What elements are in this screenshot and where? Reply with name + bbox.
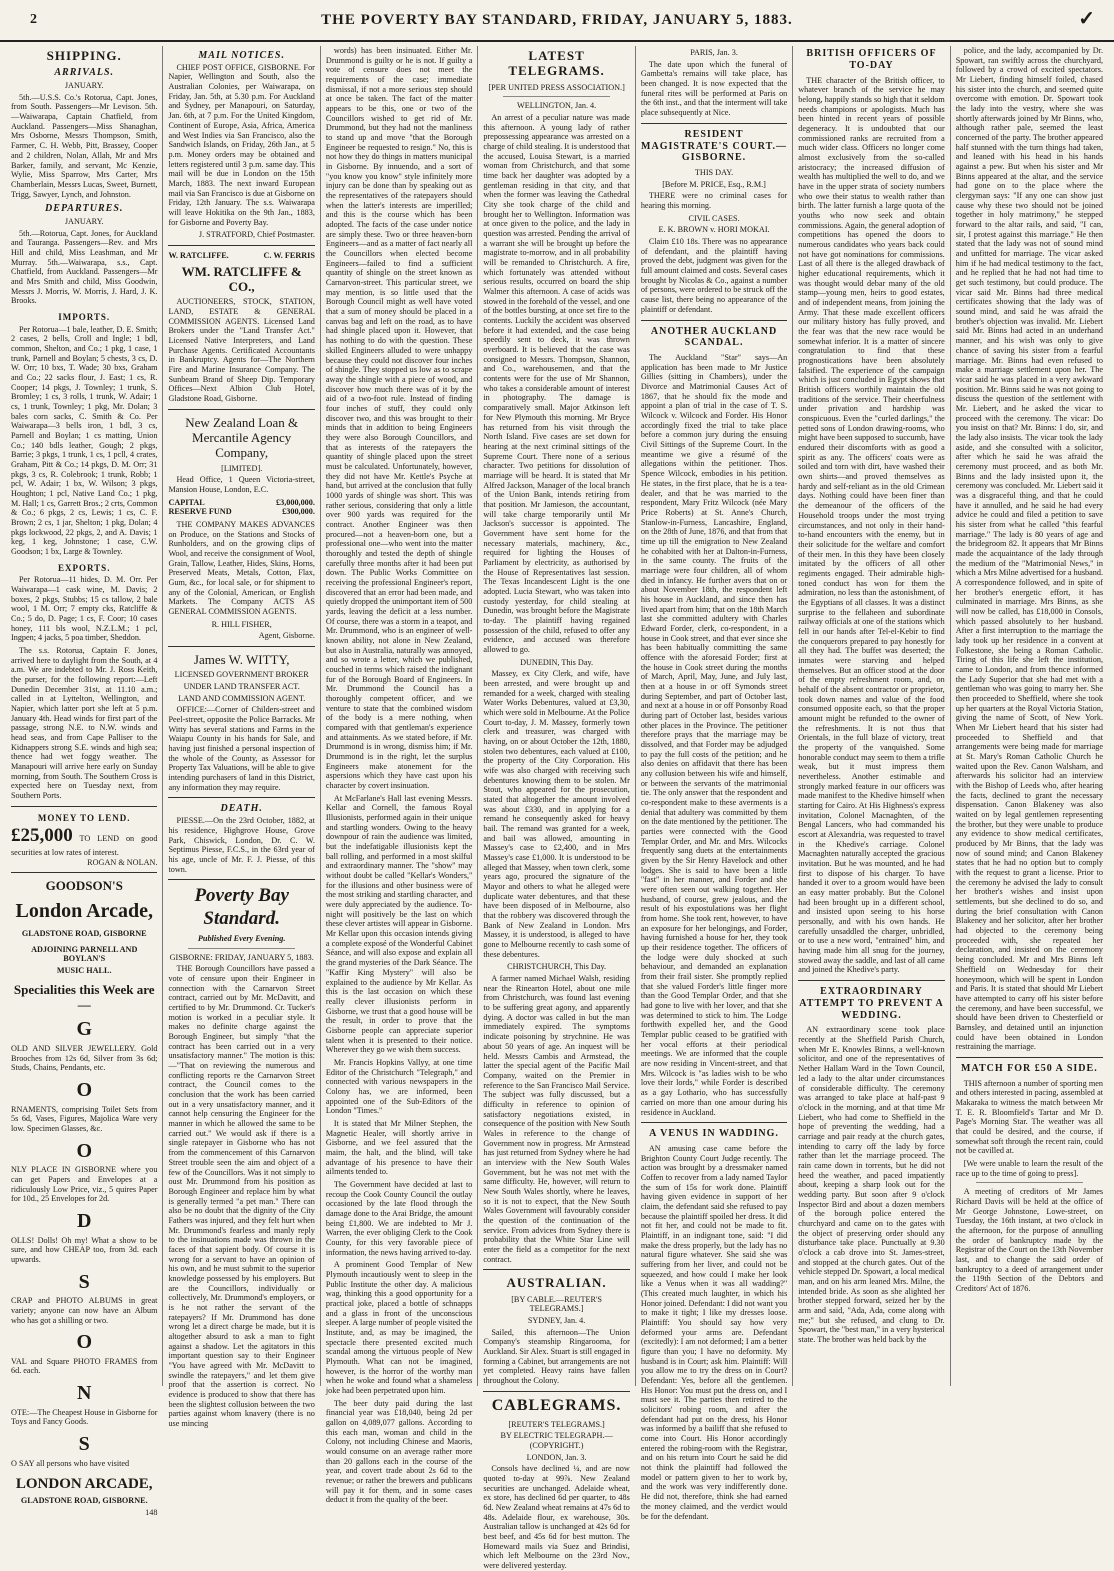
nz-text: THE COMPANY MAKES ADVANCES on Produce, on the Stations and Stocks of Runholders, and on the growing clips of Wool, and receive the consignment of Wool, Grain, Tallow, Leather, Hides, Skins, Horns, Preserved Meats, Metals, Cotton, Flax, Gum, &c., for local sale, or for shipment to any of the Colonial, American, or English Markets. The Company ACTS AS GENERAL COMMISSION AGENTS. — [168, 519, 315, 616]
christchurch-text: A farmer named Michael Walsh, residing near the Rinearton Hotel, about one mile from Christchurch, was found last evening to be suffering great agony, and apparently dying. A doctor was called in but the man immediately expired. The symptoms indicate poisoning by strychnine. He was about 50 years of age. An inquest will be held. Messrs Cambis and Armstead, the latter the special agent of the Pacific Mail Company, waited on the Premier in reference to the San Francisco Mail Service. The subject was fully discussed, but a difficulty in reference to opinion of satisfactory negotiations existed, in consequence of the position with New South Wales in reference to the change of Government now in progress. Mr Armstead has just returned from Sydney where he had an interview with the New South Wales Government, but he was not met with the same difficulty. He, however, will return to New South Wales shortly, where he leaves, so it is not to expect, that the New South Wales Government will favourably consider the question of the continuation of the service. From advices from Sydney there is probability that the White Star Line will enter the field as a competitor for the next contract. — [483, 974, 630, 1264]
press-association: [PER UNITED PRESS ASSOCIATION.] — [488, 82, 625, 92]
money-text: TO LEND on good securities at low rates of interest. — [11, 834, 158, 857]
officers-text: THE character of the British officer, to whatever branch of the service he may belong, happily stands so high that it seldom needs champions or apologists. Much has been hinted in recent years of possible degeneracy. It is undoubted that our commissioned ranks are recruited from a much wider class. Officers no longer come almost exclusively from the so-called aristocracy; the increased diffusion of wealth has multiplied the well to do, and we have in the upper strata of society numbers who owe their status to wealth rather than birth. The latter furnish a large quota of the youths who now seek and obtain commissions. Again, the general adoption of competitions has opened the doors to numerous candidates who years back could not have got nominations for commissions. Last of all there is the alleged drawback of higher educational requirements, which it was thought would debar many of the old stamp—young men, heirs to good estates, and of independent means, from joining the Army. That these made excellent officers our military history has fully proved, and the fear was that the new race would be somewhat inferior. It is a matter of sincere congratulation to find that these prognostications have been absolutely falsified. The experience of the campaign which is just concluded in Egypt shows that British officers worthily maintain the old traditions of the service. Their cheerfulness under privation and hardship was conspicuous. Even the "curled darlings," the petted sons of London drawing-rooms, who might have been supposed to succumb, have endured their discomforts with as good a spirit as any. The officers' coats were as soiled and torn with dirt, have washed their own shirts—and proved themselves as hardy and self-reliant as in the old Crimean days. Nothing could have been finer than the demeanour of the officers of the Household troops under the most trying circumstances, and not only in their hand-to-hand encounters with the enemy, but in their solicitude for the welfare and comfort of their men. In this they have been closely imitated by the officers of all other regiments engaged. Their admirable high-toned conduct has won for them the admiration, no less than the astonishment, of the Egyptians of all classes. It was a distinct surprise to the fellaheen and subordinate railway officials at one of the stations which fell in our hands after Tel-el-Kebir to find the conquerors prepared to pay honestly for all they had. The buffet was deserted; the inmates were starving and helped themselves. But an officer stood at the door of the empty refreshment room, and, on behalf of the absent contractor or proprietor, took down names and value of the food consumed opposite each, so that the proper amount might be refunded to the owner of the refreshments. It is not thus that Orientals, in the full blaze of victory, treat the property of the vanquished. Some honorable conduct may seem to them a trifle weak, but it must impress them nevertheless. Another estimable and strongly marked feature in our officers was made manifest to the Khedive himself when starting for Cairo. At His Highness's express invitation, Colonel Macnaghten, of the Bengal Lancers, who had commanded his escort at Alexandria, was requested to travel in the Khedive's carriage. Colonel Macnaghten naturally accepted the gracious invitation. But he was mounted, and he had first to dispose of his charger. To have handed it over to a groom would have been an easy matter probably. But the Colonel had been brought up in a different school, and insisted upon seeing to his horse personally, and with his own hands. He carefully unsaddled the charger, unbridled, or to use a new word, "entrained" him, and having made him all snug for the journey, stowed away the saddle, and last of all came and joined the Khedive's party. — [798, 75, 945, 975]
specialities-heading: Specialities this Week are— — [13, 981, 155, 1013]
adjoining-text: ADJOINING PARNELL AND BOYLAN'S — [31, 944, 138, 964]
shipping-heading: SHIPPING. — [46, 48, 122, 63]
sydney-heading: SYDNEY, Jan. 4. — [527, 1315, 586, 1325]
witty-line-1: LICENSED GOVERNMENT BROKER — [174, 670, 309, 680]
imports-text: Per Rotorua—1 bale, leather, D. E. Smith; 2 cases, 2 bells, Croll and Ingle; 1 bdl, common, Shelton, and Co.; 1 pkg, 1 case, 1 trunk, Parnell and Boylan; 5 chests, 3 cs, D. W. Orr; 10 bxs, T. Wade; 30 bxs, Graham and Co.; 22 sacks flour, J. East; 1 cs, R. Cooper; 14 pkgs, J. Townley; 1 trunk, S. Bromley; 1 cs, 3 rolls, 1 trunk, W. Adair; 1 cs, 1 trunk, Townley; 1 pkg, Mr. Dolan; 3 bales corn sacks, C. Smith & Co. Per Waiwarapa—3 bells iron, 1 bdl, 3 cs, Parnell and Boylan; 1 cs matting, Union Co.; 140 bdls leather, Gough; 2 pkgs, Barrie; 3 pkgs, 1 trunk, 1 cs, 1 pcll, 4 crates, Graham, Pitt & Co.; 14 pkgs, D. M. Orr; 31 pkgs, 3 cs, R. Colebrook; 1 trunk, Robb; 1 pcl, W. Adair; 1 bx, W. Wilson; 3 pkgs, Houghton; 1 pcl, Native Land Co.; 1 pkg, M. Hall; 1 cs, Garrett Bros.; 2 crts, Common & Co.; 6 pkgs, 2 cs, Lewis; 1 cs, C. F. Brown; 2 cs, 1 jar, Shelton; 1 pkg, Dolan; 4 pkgs lockwood, 22 pkgs, 2, and A. Davis; 1 keg, 1 keg, Johnstone; 1 case, C.W. Goodson; 1 bx, Large & Townley. — [11, 324, 158, 557]
pen-mark-icon: ✓ — [1078, 8, 1096, 30]
paris-heading: PARIS, Jan. 3. — [690, 48, 738, 57]
match-text: THIS afternoon a number of sporting men and others interested in pacing, assembled at Makaraka to witness the match between Mr T. E. R. Bloomfield's Tartar and Mr D. Page's Morning Star. The weather was all that could be desired, and the course, if somewhat soft through the recent rain, could not be cavilled at. — [955, 1078, 1104, 1156]
cablegrams-sub: [REUTER'S TELEGRAMS.] — [508, 1419, 605, 1429]
divider — [11, 806, 157, 807]
column-7 — [951, 46, 1108, 1386]
nz-limited: [LIMITED]. — [221, 463, 263, 473]
good-templar-text: A prominent Good Templar of New Plymouth incautiously went to sleep in the Public Institute the other day. A malicious wag, thinking this a good opportunity for a practical joke, placed a bottle of schnapps and a glass in front of the unconscious sleeper. A large number of people visited the Institute, and, as may be imagined, the spectacle there presented excited much scandal among the virtuous people of New Plymouth. What can not be imagined, however, is the horror of the worthy man when he woke and found what a shameless joke had been perpetrated upon him. — [325, 1260, 473, 1396]
witty-line-2: UNDER LAND TRANSFER ACT. — [183, 682, 300, 692]
nz-signature-role: Agent, Gisborne. — [258, 631, 315, 641]
page-number: 2 — [30, 12, 38, 27]
nz-capital-label: CAPITAL — [168, 497, 205, 507]
witty-name: James W. WITTY, — [193, 652, 290, 668]
masthead-title: THE POVERTY BAY STANDARD, FRIDAY, JANUARY 5, 1883. — [321, 11, 793, 28]
card-text: VAL and Square PHOTO FRAMES from 6d. each. — [11, 1356, 158, 1376]
scandal-heading: ANOTHER AUCKLAND SCANDAL. — [650, 325, 778, 349]
column-5 — [636, 46, 793, 1521]
nz-heading: New Zealand Loan & Mercantile Agency Company, — [185, 414, 299, 461]
venus-heading: A VENUS IN WADDING. — [649, 1128, 779, 1140]
sydney-text: Sailed, this afternoon—The Union Company's steamship Ringarooma, for Auckland. Sir Alex. Stuart is still engaged in forming a Cabinet, but arrangements are not yet completed. Heavy rains have fallen throughout the Colony. — [483, 1327, 630, 1385]
nz-capital: £3,000,000. — [276, 497, 315, 507]
wellington-text: An arrest of a peculiar nature was made this afternoon. A young lady of rather prepossessing appearance was arrested on a charge of child stealing. It is understood that the accused, Louisa Stewart, is a married woman from Christchurch, and that some time back her daughter was adopted by a gentleman residing in that city, and that when the former was leaving the Cathedral City she took charge of the child and brought her to Wellington. Information was at once given to the police, and the lady in question was arrested. Pending the arrival of a warrant she will be brought up before the magistrate to-morrow, and in all probability will be remanded to Christchurch. A fire, which fortunately was attended without serious results, occurred on board the ship Walmer this afternoon. A case of acids was stowed in the forehold of the vessel, and one of the bottles bursting, at once set fire to the contents. Luckily the accident was observed before it had extended, and the case being speedily sent to deck, it was thrown overboard. It is believed that the case was consigned to Messrs. Thompson, Shannon, and Co., warehousemen, and that the contents were for the use of Mr Shannon, who takes a considerable amount of interest in photography. The damage is comparatively small. Major Atkinson left for New Plymouth this morning. Mr Bryce has returned from his visit through the North Island. Five cases are set down for hearing at the next criminal sittings of the Supreme Court. There none of a serious character. Two petitions for dissolution of marriage will be heard. It is stated that Mr Alfred Jackson, Manager of the local branch of the Union Bank, intends retiring from that position. Mr Jamieson, the accountant, will take charge temporarily until Mr Jackson's successor is appointed. The Government have sent home for the necessary materials, machinery, &c., required for lighting the Houses of Parliament by electricity, as authorised by the House of Representatives last session. The Texas Incandescent Light is the one adopted. Lucia Stewart, who was taken into custody yesterday, for child stealing at Dunedin, was brought before the Magistrate to-day. The plaintiff having regained possession of the child, refused to offer any evidence, and accused was therefore allowed to go. — [483, 113, 630, 654]
divider — [168, 879, 314, 880]
divider — [798, 980, 944, 981]
london-heading: LONDON, Jan. 3. — [526, 1452, 587, 1462]
dunedin-text: Massey, ex City Clerk, and wife, have been arrested, and were brought up and remanded for a week, charged with stealing Water Works Debentures, valued at £3,30, which were sold in Melbourne. At the Police Court to-day, J. M. Massey, formerly town clerk and treasurer, was charged with having, on or about October the 12th, 1880, stolen two debentures, each valued at £100, the property of the City Corporation. His wife was also charged with receiving such debentures knowing them to be stolen. Mr Stout, who appeared for the prosecution, stated that altogether the amount involved was about £330, and in applying for a remand he consequently asked for heavy bail. The remand was granted for a week, and bail was allowed, amounting in Massey's case to £2,400, and in Mrs Massey's case £1,000. It is understood to be alleged that Massey, when town clerk, some years ago, procured the signature of the Mayor and others to what he alleged were duplicate water debentures, and that these have been disposed of in Melbourne, also that the robbery was discovered through the Bank of New Zealand in London. Mrs Massey, it is understood, is alleged to have gone to Melbourne recently to cash some of these debentures. — [483, 669, 630, 959]
kellar-text: At McFarlane's Hall last evening Messrs. Kellar and Cornell, the famous Royal Illusionists, performed again in their unique and startling wonders. Owing to the heavy downpour of rain the audience was limited, but the indefatigable illusionists kept the ball rolling, and performed in a most skilful and extraordinary manner. The "show" may without doubt be called "Kellar's Wonders," for the illusions and other business were of the most striking and startling character, and were duly appreciated by the audience. To-night will positively be the last on which these clever artistes will appear in Gisborne. Mr Kellar upon this occasion intends giving a complete exposé of the Wonderful Cabinet Séance, and will also expose and explain all the grand mysteries of the Dark Séance. The "Kaffir King Mystery" will also be explained to the audience by Mr Kellar. As this is the last occasion on which these really clever illusionists perform in Gisborne, we trust that a good house will be the result, in order to prove that the Gisborne people can appreciate superior talent when it is presented to their notice. Wherever they go we wish them success. — [325, 793, 473, 1055]
divider — [168, 245, 314, 246]
ad-number: 148 — [145, 1507, 158, 1517]
editorial-text: THE Borough Councillors have passed a vote of censure upon their Engineer in connection with the Carnarvon Street contract, carried out by Mr. McDavitt, and certified to by Mr. Drummond. Cr. Tucker's motion is worked in a peculiar style. It makes no definite charge against the Borough Engineer, but simply "that the contract has been carried out in a very unsatisfactory manner." The motion is this:—"That on reviewing the numerous and conflicting reports re the Carnarvon Street contract, the Council comes to the conclusion that the work has been carried out in a very unsatisfactory manner, and it cannot help censuring the Engineer for the manner in which he allowed the same to be carried out." We would ask if there is a single ratepayer in Gisborne who has not from the commencement of this Carnarvon Street trouble seen the aim and object of a few of the Councillors. Was it not simply to oust Mr. Drummond from his position as Borough Engineer and replace him by what is generally termed "a pet man." There can also be no doubt that the dignity of the City Fathers was injured, and they felt hurt when Mr. Drummond's fearless and manly reply to the insinuations made was thrown in the faces of that sapient body. Of course it is wrong for a servant to have an opinion of his own, and he must submit to the superior knowledge possessed by his employers. But are the Councillors, individually or collectively, Mr. Drummond's employers, or is he not rather the servant of the ratepayers? If Mr. Drummond has done wrong let a direct charge be made, but it is altogether absurd to ask a man to fight against a shadow. Let the agitators in this important question say to their Engineer "You have agreed with Mr. McDavitt to swindle the ratepayers," and let them give proof that the assertion is correct. No evidence is produced to show that there has been the slightest collusion between the two parties against whom knavery (there is no use mincing — [168, 964, 315, 1428]
arrivals-month: JANUARY. — [64, 81, 104, 91]
court-text: THERE were no criminal cases for hearing this morning. — [640, 191, 788, 211]
arrivals-heading: ARRIVALS. — [54, 67, 115, 79]
creditors-text: A meeting of creditors of Mr James Richard Davis will be held at the office of Mr George Johnstone, Lowe-street, on Tuesday, the 16th instant, at two o'clock in the afternoon, for the purpose of annulling the order of bankruptcy made by the Registrar of the Court on the 13th November last, and to change the said order of bankruptcy to a deed of arrangement under the 119th Section of the Debtors and Creditors' Act of 1876. — [955, 1187, 1104, 1294]
arrivals-text: 5th.—U.S.S. Co.'s Rotorua, Capt. Jones, from South. Passengers—Mr Levison. 5th.—Waiwarapa, Captain Chatfield, from Auckland. Passengers—Miss Shanaghan, Mrs Osborne, Messrs Thompson, Smith, Farmer, C. H. Webb, Pitt, Brassey, Cooper and 2 children, Nolan, Allah, Mr and Mrs Barker, family, and servant, Mc Kenzie, Wylie, Miss Sparrow, Mrs Carter, Mrs Chamberlain, Messrs Lucas, Sweet, Burnett, Trigg, Sawyer, Lynch, and Johnston. — [11, 92, 158, 199]
death-text: PIESSE.—On the 23rd October, 1882, at his residence, Highgrove House, Grove Park, Chiswick, London, Dr. C. W. Septimus Piesse, F.C.S., in the 63rd year of his age, uncle of Mr. F. J. Piesse, of this town. — [168, 816, 315, 874]
match-note: [We were unable to learn the result of the race up to the time of going to press]. — [955, 1159, 1104, 1178]
column-6 — [793, 46, 950, 1386]
cablegrams-sub-2: BY ELECTRIC TELEGRAPH.—(COPYRIGHT.) — [500, 1431, 613, 1450]
australian-sub: [BY CABLE.—REUTER'S TELEGRAMS.] — [511, 1294, 602, 1314]
card-text: OTE:—The Cheapest House in Gisborne for Toys and Fancy Goods. — [11, 1407, 158, 1427]
dunedin-heading: DUNEDIN, This Day. — [520, 657, 594, 667]
divider — [641, 1122, 787, 1123]
card-letter: D — [77, 1209, 92, 1232]
arcade-address: GLADSTONE ROAD, GISBORNE — [21, 929, 147, 939]
money-heading: MONEY TO LEND. — [37, 812, 131, 823]
divider — [188, 948, 294, 949]
nz-signature: R. HILL FISHER, — [211, 619, 272, 629]
divider — [976, 1182, 1083, 1183]
attempt-continued: police, and the lady, accompanied by Dr. Spowart, ran swiftly across the churchyard, followed by a crowd of excited spectators. Mr Liebert, finding himself foiled, chased his sister into the church, and seemed quite overcome with emotion. Dr. Spowart took the lady into the vestry, where she was shortly afterwards joined by Mr Binns, who, although rather pale, seemed the least concerned of the party. The brother appeared half stunned with the turn things had taken, and leaned with his head in his hands against a pew. But when his sister and Mr Binns appeared at the altar, and the service had gone on to the place where the clergyman says: "If any one can show just cause why these two should not be joined together in holy matrimony," he stepped forward to the altar rails, and said, "I can, sir, I protest against this marriage." He then stated that the lady was not of sound mind and unfitted for marriage. The vicar asked him if he had medical testimony to the fact, and he replied that he had not had time to get such testimony, but could produce. The vicar said Mr. Binns had three medical certificates showing that the lady was of sound mind, and said he was afraid the brother's objection was invalid. Mr. Liebert said Mr. Binns had acted in an underhand manner, and his wish was only to give chance of saving his sister from a fearful marriage. Mr. Binns had even refused to make a marriage settlement upon her. The vicar said he was placed in a very awkward position. Mr. Binns said he was not going to discuss the question of the settlement with Mr. Liebert, and he asked the vicar to proceed with the ceremony. The vicar: Do you insist on that? Mr. Binns: I do, sir, and the lady also insists. The vicar took the lady aside, and she consulted with a solicitor, after which he said he was afraid the ceremony must proceed, and as both Mr. Binns and the lady insisted upon it, the ceremony was concluded. Mr. Liebert said it was a disgraceful thing, and that he could have it annulled, and he said he had every advice he could and filed a petition to save his sister from what he called "this fearful marriage." The lady is 80 years of age and the bridegroom 82. It appears that Mr Binns made the acquaintance of the lady through the medium of the "Matrimonial News," in which a Mrs Milne advertised for a husband. A correspondence followed, and in spite of her brother's energetic effort, it has culminated in marriage. Mrs Binns, as she will now be called, has £18,000 in Consols, which passed absolutely to her husband. After a first interruption to the marriage the lady took up her residence in a convent at Folkestone, she being a Roman Catholic. Tiring of this life she left the institution, came to London, and from thence informed the Lady Superior that she had met with a gentleman who was going to marry her. She then proceeded to Sheffield, where she took up her quarters at the Royal Victoria Station, giving the name of Scott, of New York. When Mr Liebert heard that his sister had proceeded to Sheffield and that arrangements were being made for marriage at St. Mary's Roman Catholic Church he waited upon the Rev. Canon Walsham, and afterwards his solicitor had an interview with the Bishop of Leeds who, after hearing the facts, declined to grant the necessary dispensation. Canon Blakeney was also waited on by legal gentlemen representing the brother, but they were unable to produce any evidence to show medical certificates, produced by Mr Binns, that the lady was now of sound mind; and Canon Blakeney states that he had no option but to comply with the request to grant a license. Prior to the ceremony he advised the lady to consult her brother's wishes and insist upon settlements, but she declined to do so, and during the brief consultation with Canon Blakeney and her solicitor, after her brother had objected to the ceremony being proceeded with, she repeated her declaration, and insisted on the ceremony being concluded. Mr and Mrs Binns left Sheffield on Wednesday for their honeymoon, which will be spent in London and Paris. It is stated that should Mr Liebert have attempted to carry off his sister before the ceremony, and have been successful, we should have been driven to Chesterfield or Barnsley, and detained until an injunction could have been obtained in London restraining the marriage. — [955, 46, 1104, 1052]
witty-text: OFFICE:—Corner of Childers-street and Peel-street, opposite the Police Barracks. Mr Witty has several stations and Farms in the Waiapu County in his hands for Sale, and having just finished a personal inspection of the whole of the County, as Assessor for Property Tax Valuations, will be able to give intending purchasers of land in this District, any information they may require. — [168, 705, 315, 792]
column-2 — [163, 46, 320, 1428]
money-amount: £25,000 — [11, 825, 73, 847]
editorial-continued: words) has been insinuated. Either Mr. Drummond is guilty or he is not. If guilty a vote of censure does not meet the requirements of the case; immediate dismissal, if not a more serious step should at once be taken. The fact of the matter appears to be this, one or two of the Councillors wished to get rid of Mr. Drummond, but they had not the manliness to stand up and move "that the Borough Engineer be requested to resign." No, this is not how they do things in matters municipal in Gisborne. By innuendo, and a sort of "you know you know" style infinitely more injury can be done than by speaking out as the representatives of the ratepayers should when the latter's interests are imperilled; and this is the course which has been adopted. The facts of the case under notice are simply these. Two or three heaven-born Engineers—and as a matter of fact nearly all the Councillors when elected become Engineers—failed to find a sufficient quantity of shingle on the street known as Carnarvon-street. This particular street, we may mention, is so little used that the Borough Council might as well have voted that a sum of money should be placed in a canvas bag and left on the road, as to have had shingle placed upon it. However, that has nothing to do with the question. These skilled Engineers alluded to were unhappy because they could not discover four inches of shingle. They stopped us low as to scrape away the shingle with a piece of wood, and discover how much there was of it by the aid of a two-foot rule. Instead of finding four inches of stuff, they could only discover two, and this was brought to their minds that in addition to being Engineers they were also Borough Councillors, and that as interests of the ratepayers the quantity of shingle placed upon the street must be calculated. Unfortunately, however, they did not have Mr. Kettle's Psyche at hand, but arrived at the conclusion that fully 1000 yards of shingle was short. This was rather serious, considering that only a little over 900 yards was required for the contract. Another Engineer was then procured—not a heaven-born one, but a professional one—who went into the matter thoroughly and tested the depth of shingle carefully three months after it had been put down. The Public Works Committee on receiving the professional Engineer's report, discovered that an error had been made, and quietly dropped the unimportant item of 500 yards, leaving the deficit at a less number. Of course, there was a storm in a teapot, and Mr. Drummond, who is an engineer of well-known ability, not alone in New Zealand, but also in Australia, naturally was annoyed, and so wrote a letter, which we published, couched in terms which raised the indignant fur of the Borough Board of Engineers. In Mr. Drummond the Council has a thoroughly competent officer, and we venture to state that the combined wisdom of the body is a mere nothing, when compared with that gentleman's experience and attainments. As we stated before, if Mr. Drummond is in wrong, dismiss him; if Mr. Drummond is in the right, let the surplus Engineers make atonement for the aspersions which they have cast upon his character by covert insinuation. — [325, 46, 473, 791]
imports-heading: IMPORTS. — [58, 312, 111, 323]
card-text: OLD AND SILVER JEWELLERY. Gold Brooches from 12s 6d, Silver from 3s 6d; Studs, Chains, Pendants, etc. — [11, 1044, 158, 1073]
ratcliffe-partners — [168, 251, 314, 261]
nz-reserve: £300,000. — [282, 507, 315, 517]
departures-month: JANUARY. — [64, 216, 104, 226]
shipping-note: The s.s. Rotorua, Captain F. Jones, arrived here to daylight from the South, at 4 a.m. We are indebted to Mr. J. Ross Keith, the purser, for the following report:—Left Dunedin December 31st, at 11.10 a.m.; called in at Lyttelton, Wellington, and Napier, which latter port she left at 5 p.m. January 4th. Head winds for first part of the passage, strong N.E. to N.W. winds and head seas, and from Cape Palliser to the Kidnappers strong S.E. winds and high sea; thence had wet foggy weather. The Manapouri will arrive here early on Sunday morning, from South. The Southern Cross is expected here on Tuesday next, from Southern Ports. — [11, 646, 158, 801]
card-text: CRAP and PHOTO ALBUMS in great variety; anyone can now have an Album who has got a shilling or two. — [11, 1296, 158, 1325]
cablegrams-heading: CABLEGRAMS. — [491, 1396, 622, 1414]
divider — [641, 320, 787, 321]
card-letter: S — [78, 1433, 90, 1456]
card-letter: S — [78, 1270, 90, 1293]
match-heading: MATCH FOR £50 A SIDE. — [961, 1062, 1098, 1074]
exports-heading: EXPORTS. — [58, 562, 111, 573]
standard-masthead: Poverty Bay Standard. — [194, 885, 289, 929]
arcade-bottom-name: LONDON ARCADE, — [15, 1476, 153, 1493]
music-hall: MUSIC HALL. — [56, 966, 112, 976]
masthead — [0, 0, 1114, 42]
vallyy-text: Mr. Francis Hopkins Vallyy, at one time Editor of the Christchurch "Telegraph," and connected with various newspapers in the Colony has, we are informed, been appointed one of the Sub-Editors of the London "Times." — [325, 1057, 473, 1116]
money-signature: ROGAN & NOLAN. — [87, 857, 158, 867]
money-ad — [11, 825, 157, 857]
arcade-name: London Arcade, — [15, 899, 153, 922]
nz-reserve-row — [168, 507, 314, 517]
mail-heading: MAIL NOTICES. — [198, 50, 285, 61]
attempt-heading: EXTRAORDINARY ATTEMPT TO PREVENT A WEDDING. — [799, 986, 944, 1021]
ratcliffe-left: W. RATCLIFFE. — [168, 250, 229, 260]
dateline: GISBORNE: FRIDAY, JANUARY 5, 1883. — [169, 952, 314, 962]
goodson-heading: GOODSON'S — [45, 878, 123, 894]
divider — [503, 96, 609, 97]
attempt-text: AN extraordinary scene took place recently at the Sheffield Parish Church, when Mr E. Knowles Binns, a well-known solicitor, and one of the representatives of Nether Hallam Ward in the Town Council, led a lady to the altar under circumstances of considerable difficulty. The ceremony was arranged to take place at half-past 9 o'clock in the morning, and at that time Mr Liebert, who had come to Sheffield in the hope of preventing the wedding, had a carriage and pair ready at the church gates, intending to carry off the lady by force rather than let the marriage proceed. The rain came down in torrents, but he did not heed the weather, and paced impatiently about, keeping a sharp look out for the wedding party. But soon after 9 o'clock Inspector Bird and about a dozen members of the borough police entered the churchyard and came on to the gates with the object of preserving order should any disturbance take place. Punctually at 9.30 o'clock a cab drove into St. James-street, and stopped at the church gates. Out of the vehicle stepped Dr. Spowart, a local medical man, and on his arm leaned Mrs. Milne, the intended bride. As soon as she alighted her brother stepped forward, seized her by the arm and said, "Ada, Ada, come along with me;" but she refused, and clung to Dr. Spowart, the "best man," in a very hysterical state. The brother was held back by the — [798, 1025, 945, 1344]
ratcliffe-right: C. W. FERRIS — [263, 250, 315, 260]
civil-heading: CIVIL CASES. — [688, 213, 740, 223]
card-letter: O — [76, 1079, 92, 1102]
column-3 — [321, 46, 478, 1505]
divider — [168, 646, 314, 647]
divider — [168, 797, 314, 798]
card-text: O SAY all persons who have visited — [11, 1458, 130, 1468]
venus-text: AN amusing case came before the Brighton County Court Judge recently. The action was brought by a dressmaker named Coffen to recover from a lady named Taylor the sum of 15s for work done. Plaintiff having given evidence in support of her claim, the defendant said she refused to pay because the plaintiff spoiled her dress. It did not fit her, and could not be made to fit. Plaintiff, in an indignant tone, said: "I did make the dress properly, but the lady has no natural figure whatever. She said she was suffering from her liver, and could not be squeezed, and how could I make her look like a Venus when it was all wadding?" (This created much laughter, in which his Honor joined. Defendant: I did not want you to make it tight; I like my dresses loose. Plaintiff: You should say how very deformed your arms are. Defendant (excitedly): I am not deformed; I am a better figure than you; I have no deformity. My husband is in Court; ask him. Plaintiff: Will you allow me to try the dress on in Court? Defendant: Yes, before all the gentlemen. His Honor: You must put the dress on, and I must see it. The parties then retired to the solicitors' robing room, and after the defendant had put on the dress, his Honor was informed by a bailiff that she refused to come into Court. His Honor accordingly entered the robing-room with the Registrar, and on his return into Court he said he did not think the plaintiff had followed the model or pattern given to her to work by, and the work was very indifferently done. He did not, therefore, think she had earned the money claimed, and the verdict would be for the defendant. — [640, 1143, 788, 1521]
mail-text: CHIEF POST OFFICE, GISBORNE. For Napier, Wellington and South, also the Australian Colonies, per Waiwarapa, on Friday, Jan. 5th, at 5.30 p.m. For Auckland and Sydney, per Manapouri, on Saturday, Jan. 6th, at 7 p.m. For the United Kingdom, Continent of Europe, Asia, Africa, America and West Indies via San Francisco, also the Sandwich Islands, on Friday, 26th Jan., at 5 p.m. Money orders may be obtained and letters registered until 3 p.m. same day. This mail will be due in London on the 15th March, 1883. The next inward European mail via San Francisco is due at Gisborne on Friday, 12th January. The s.s. Waiwarapa will leave Hokitika on the 9th Jan., 1883, for Gisborne and Poverty Bay. — [168, 62, 315, 227]
card-letter: O — [76, 1139, 92, 1162]
telegrams-heading: LATEST TELEGRAMS. — [508, 48, 605, 79]
scandal-text: The Auckland "Star" says—An application has been made to Mr Justice Gillies (sitting in Chambers), under the Divorce and Matrimonial Causes Act of 1867, that he should fix the mode and appoint a plan of trial in the case of T. S. Wilcock v. Wilcock and Forder. His Honor accordingly fixed the trial to take place before a common jury during the ensuing Civil Sittings of the Supreme Court. In the meantime we give a résumé of the allegations within the petitioner. Thos. Spence Wilcock, embodies in his petition. He states, in the first place, that he is a tea-dealer, and that he was married to the respondent, Mary Fritz Wilcock (née Mary Price Roberts) at St. Anne's Church, Stanlow-in-Furness, Lancashire, England, on the 28th of June, 1876, and that from that time up till the emigration to New Zealand he cohabited with her at Dalton-in-Furness, in the same county. The fruits of the marriage were four children, all of whom died in infancy. He further avers that on or about November 18th, the respondent left his house in Auckland, and since then has lived apart from him; that on the 18th March last she committed adultery with Charles Edward Forder, clerk, co-respondent, in a house in Cook street, and that ever since she has been habitually committing the same offence with the aforesaid Forder; first at the house in Cook street during the months of March, April, May, June, and July last, then at a house in or off Symonds street during September, and part of October last, and next at a house in or off Ponsonby Road during part of October last, besides various other places in the Province. The petitioner therefore prays that the marriage may be dissolved, and that Forder may be adjudged to pay the full costs of the petition; and he also denies on affidavit that there has been any collusion between his wife and himself, or between the servants of the matrimonial tie. The only answer that the respondent and co-respondent make to these averments is a denial that adultery was committed by them on the date mentioned by the petitioner. The parties were connected with the Good Templar Order, and Mr. and Mrs. Wilcocks frequently sang duets at the entertainments given by the Sir Henry Havelock and other lodges. She is said to have been a little "fast" in her manner, and Forder and she were often seen out walking together. Her husband, of course, grew jealous, and the result of his expostulations was her flight from home. She took rent, however, to have an exposure for her belongings, and Forder, having furnished a house for her, they took up their residence together. The officers of the lodge were duly shocked at such behaviour, and demanded an explanation from their frail sister. She promptly replied that she valued Forder's little finger more than the Good Templar Order, and that she had gone to live with her lover, and that she was determined to stick to him. The Lodge forthwith expelled her, and the Good Templar public ceased to be gratified with her vocal efforts at their periodical meetings. We are informed that the couple are now residing in Vincent-street, and that Mrs. Wilcock is "as ladies wish to be who love their lords," while Forder is described as a gay Lothario, who has successfully carried on more than one amour during his residence in Auckland. — [640, 353, 788, 1117]
card-text: RNAMENTS, comprising Toilet Sets from 5s 6d, Vases, Figures, Majolica Ware very low. Specimen Glasses, &c. — [11, 1104, 158, 1133]
christchurch-heading: CHRISTCHURCH, This Day. — [507, 962, 607, 972]
mail-signature: J. STRATFORD, Chief Postmaster. — [198, 230, 315, 240]
published-line: Published Every Evening. — [197, 934, 286, 944]
card-text: OLLS! Dolls! Oh my! What a show to be sure, and how CHEAP too, from 3d. each upwards. — [11, 1235, 158, 1264]
divider — [168, 409, 314, 410]
paris-text: The date upon which the funeral of Gambetta's remains will take place, has been changed. It is now expected that the funeral rites will be performed at Paris on the 6th inst., and that the interment will take place subsequently at Nice. — [640, 59, 788, 118]
nz-capital-row — [168, 498, 314, 508]
divider — [483, 1269, 629, 1270]
departures-text: 5th.—Rotorua, Capt. Jones, for Auckland and Tauranga. Passengers—Rev. and Mrs Hill and child, Miss Leashman, and Mr Murray. 5th.—Waiwarapa, s.s., Capt. Chatfield, from Auckland. Passengers—Mr and Mrs Smith and child, Miss Goodwin, Messrs J. Morris, W. Morris, J. Hard, J. K. Brooks. — [11, 228, 158, 306]
civil-case: E. K. BROWN v. HORI MOKAI. — [658, 225, 770, 235]
london-text: Consols have declined ¼, and are now quoted to-day at 99⅞. New Zealand securities are unchanged. Adelaide wheat, ex store, has declined 6d per quarter, to 48s 6d. New Zealand wheat remains at 47s 6d to 48s. Adelaide flour, ex warehouse, 30s. Australian tallow is unchanged at 42s 6d for best beef, and 45s 6d for best mutton. The Homeward mails via Suez and Brindisi, which left Melbourne on the 23rd Nov., were delivered yesterday. — [483, 1464, 630, 1570]
witty-line-3: LAND AND COMMISSION AGENT. — [178, 693, 306, 703]
columns — [6, 46, 1108, 1570]
court-before: [Before M. PRICE, Esq., R.M.] — [662, 179, 766, 189]
card-letter: N — [77, 1382, 92, 1405]
divider — [956, 1057, 1103, 1058]
beer-duty-text: The beer duty paid during the last financial year was £18,040, being 2d per gallon on 4,089,077 gallons. According to this each man, woman and child in the Colony, not including Chinese and Maoris, would consume on an average rather more than 20 gallons each in the course of the year, and covert trade about 2s 6d to the revenue; or rather the brewers and publicans will pay it for them, and in some cases deduct it from the quality of the beer. — [325, 1398, 473, 1505]
exports-text: Per Rotorua—11 hides, D. M. Orr. Per Waiwarapa—1 cask wine, M. Davis; 2 boxes, 2 pkgs, Stubbs; 15 cs tallow, 2 bale wool, 1 M. Orr; 7 empty cks, Ratcliffe & Co.; 5 do, D. Page; 1 cs, F. Coor; 10 cases honey, 111 bls wool, N.Z.L.M.; 1 pcl, Ingpen; 4 jacks, 5 poa timber, Sheddon. — [11, 575, 158, 643]
nz-office: Head Office, 1 Queen Victoria-street, Mansion House, London, E.C. — [168, 475, 315, 494]
arai-bridge-text: The Government have decided at last to recoup the Cook County Council the outlay occasioned by the late flood through the damage done to the Arai Bridge, the amount being £1,800. We are indebted to Mr J. Warren, the ever obliging Clerk to the Cook County, for this very favorable piece of information, the news having arrived to-day. — [325, 1179, 473, 1257]
ratcliffe-text: AUCTIONEERS, STOCK, STATION, LAND, ESTATE & GENERAL COMMISSION AGENTS. Licensed Land Brokers under the "Land Transfer Act." Licensed Native Interpreters, and Land Purchase Agents. Certificated Accountants in Bankruptcy. Agents for—The Northern Fire and Marine Insurance Company. The Sunbeam Brand of Sheep Dip. Temporary Offices—Next Albion Club Hotel, Gladstone Road, Gisborne. — [168, 297, 315, 403]
arcade-bottom-address: GLADSTONE ROAD, GISBORNE. — [20, 1496, 148, 1505]
departures-heading: DEPARTURES. — [45, 203, 124, 215]
card-letter: O — [76, 1331, 92, 1354]
court-day: THIS DAY. — [694, 168, 734, 178]
stephen-text: It is stated that Mr Milner Stephen, the Magnetic Healer, will shortly arrive in Gisborne, and we feel assured that the maim, the halt, and the blind, will take advantage of his presence to have their ailments tended to. — [325, 1118, 473, 1177]
officers-heading: BRITISH OFFICERS OF TO-DAY — [806, 48, 937, 71]
australian-heading: AUSTRALIAN. — [506, 1275, 607, 1291]
divider — [483, 1391, 629, 1392]
court-heading: RESIDENT MAGISTRATE'S COURT.—GISBORNE. — [641, 128, 788, 164]
column-4 — [478, 46, 635, 1570]
nz-reserve-label: RESERVE FUND — [168, 507, 232, 517]
ratcliffe-name: WM. RATCLIFFE & CO., — [181, 263, 302, 294]
divider — [641, 123, 787, 124]
civil-text: Claim £10 18s. There was no appearance of defendant, and the plaintiff having proved the debt, judgment was given for the full amount claimed and costs. Several cases brought by Nicolas & Co., against a number of persons, were ordered to be struck off the cause list, there being no appearance of the plaintiff or defendant. — [640, 237, 788, 314]
wellington-heading: WELLINGTON, Jan. 4. — [516, 101, 597, 111]
divider — [11, 872, 157, 873]
death-heading: DEATH. — [220, 803, 263, 815]
card-text: NLY PLACE IN GISBORNE where you can get Papers and Envelopes at a ridiculously Low Price, viz., 5 quires Paper for 10d., 25 Envelopes for 2d. — [11, 1165, 158, 1204]
card-letter: G — [76, 1018, 92, 1041]
column-1 — [6, 46, 163, 1517]
